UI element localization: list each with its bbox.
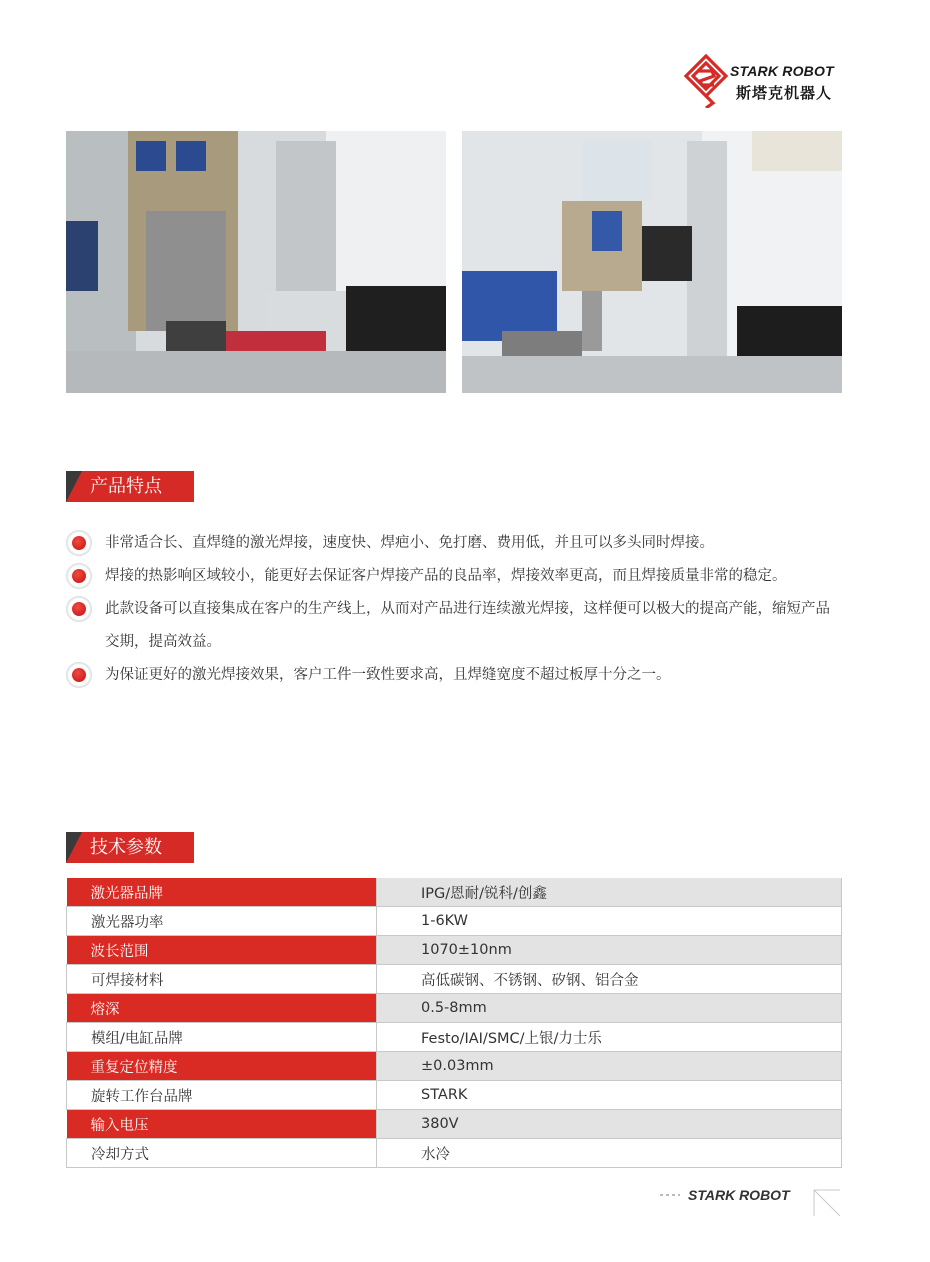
spec-value: 水冷	[377, 1139, 842, 1168]
spec-value: STARK	[377, 1081, 842, 1110]
features-list	[66, 527, 844, 692]
page-footer	[660, 1186, 842, 1218]
list-item: 此款设备可以直接集成在客户的生产线上，从而对产品进行连续激光焊接，这样便可以极大的提高产能，缩短产品交期，提高效益。	[66, 593, 844, 659]
list-item: 非常适合长、直焊缝的激光焊接，速度快、焊疤小、免打磨、费用低，并且可以多头同时焊接。	[66, 527, 844, 560]
table-row	[67, 936, 842, 965]
spec-value: 0.5-8mm	[377, 994, 842, 1023]
spec-value: 1-6KW	[377, 907, 842, 936]
stark-logo-icon	[684, 54, 728, 108]
spec-label: 激光器功率	[67, 907, 377, 936]
page-corner-icon	[812, 1188, 842, 1218]
spec-label: 重复定位精度	[67, 1052, 377, 1081]
spec-label: 熔深	[67, 994, 377, 1023]
spec-value: 高低碳钢、不锈钢、矽钢、铝合金	[377, 965, 842, 994]
spec-value: Festo/IAI/SMC/上银/力士乐	[377, 1023, 842, 1052]
spec-label: 波长范围	[67, 936, 377, 965]
table-row	[67, 965, 842, 994]
table-row	[67, 1081, 842, 1110]
table-row	[67, 1139, 842, 1168]
red-bullet-icon	[66, 596, 92, 622]
red-bullet-icon	[66, 530, 92, 556]
list-item: 焊接的热影响区域较小，能更好去保证客户焊接产品的良品率，焊接效率更高，而且焊接质量非常的稳定。	[66, 560, 844, 593]
red-bullet-icon	[66, 563, 92, 589]
table-row	[67, 1023, 842, 1052]
table-row	[67, 907, 842, 936]
table-row	[67, 878, 842, 907]
red-bullet-icon	[66, 662, 92, 688]
footer-dots	[660, 1194, 680, 1196]
footer-brand: STARK ROBOT	[688, 1187, 790, 1203]
table-row	[67, 1110, 842, 1139]
table-row	[67, 1052, 842, 1081]
specs-section-title: 技术参数	[66, 832, 194, 863]
spec-label: 冷却方式	[67, 1139, 377, 1168]
spec-value: 380V	[377, 1110, 842, 1139]
spec-label: 可焊接材料	[67, 965, 377, 994]
spec-value: 1070±10nm	[377, 936, 842, 965]
list-item: 为保证更好的激光焊接效果，客户工件一致性要求高，且焊缝宽度不超过板厚十分之一。	[66, 659, 844, 692]
spec-value: IPG/恩耐/锐科/创鑫	[377, 878, 842, 907]
spec-label: 模组/电缸品牌	[67, 1023, 377, 1052]
spec-label: 激光器品牌	[67, 878, 377, 907]
brand-logo	[684, 52, 844, 112]
welding-machine-photo-2	[462, 131, 842, 393]
spec-table	[66, 878, 842, 1168]
table-row	[67, 994, 842, 1023]
brand-name-en: STARK ROBOT	[730, 63, 834, 79]
welding-machine-photo-1	[66, 131, 446, 393]
brand-name-cn: 斯塔克机器人	[736, 84, 833, 102]
features-section-title: 产品特点	[66, 471, 194, 502]
spec-value: ±0.03mm	[377, 1052, 842, 1081]
spec-label: 输入电压	[67, 1110, 377, 1139]
spec-label: 旋转工作台品牌	[67, 1081, 377, 1110]
